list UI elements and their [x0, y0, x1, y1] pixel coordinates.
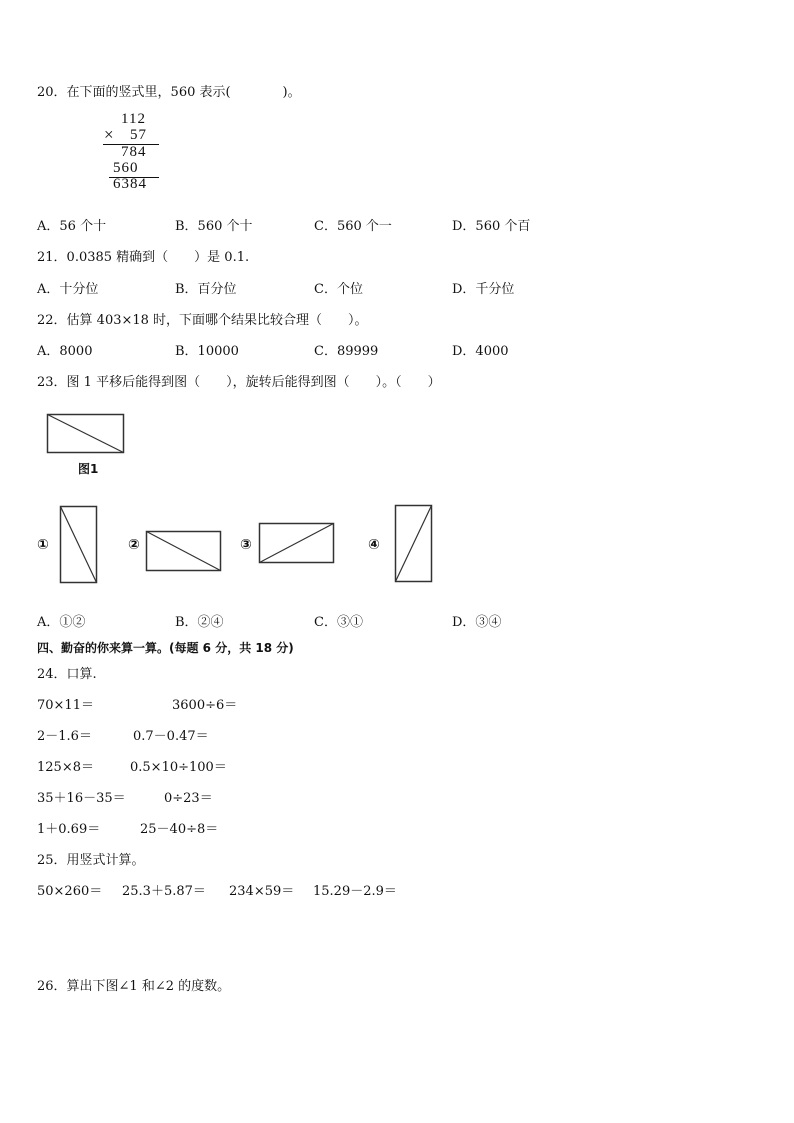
shape-4-label: ④ [368, 537, 380, 553]
final-product: 6384 [113, 176, 147, 192]
figure-1-label: 图1 [78, 462, 99, 476]
q20-option-a[interactable]: A．56 个十 [37, 219, 107, 234]
q23-option-d[interactable]: D．③④ [452, 615, 502, 630]
partial-product-2: 560 [113, 160, 139, 176]
q24-r4-c2: 0÷23＝ [164, 791, 213, 806]
q24-r2-c2: 0.7－0.47＝ [133, 729, 209, 744]
shape-1-rectangle [59, 505, 99, 585]
partial-product-1: 784 [121, 144, 147, 160]
q25-item-3: 234×59＝ [229, 884, 295, 899]
q26-stem: 26．算出下图∠1 和∠2 的度数。 [37, 979, 231, 994]
q21-option-a[interactable]: A．十分位 [37, 282, 99, 297]
q24-r3-c1: 125×8＝ [37, 760, 94, 775]
multiplier: 57 [130, 127, 147, 143]
q24-r2-c1: 2－1.6＝ [37, 729, 92, 744]
q20-option-b[interactable]: B．560 个十 [175, 219, 253, 234]
shape-3-rectangle [258, 522, 336, 565]
q24-r1-c1: 70×11＝ [37, 698, 94, 713]
q20-option-d[interactable]: D．560 个百 [452, 219, 531, 234]
q22-option-b[interactable]: B．10000 [175, 344, 239, 359]
q24-r5-c1: 1＋0.69＝ [37, 822, 101, 837]
section-4-title: 四、勤奋的你来算一算。(每题 6 分，共 18 分) [37, 641, 294, 655]
q21-option-c[interactable]: C．个位 [314, 282, 363, 297]
q23-stem: 23．图 1 平移后能得到图（ ），旋转后能得到图（ ）。（ ） [37, 375, 441, 390]
q25-item-2: 25.3＋5.87＝ [122, 884, 206, 899]
multiplicand: 112 [121, 111, 146, 127]
q20-option-c[interactable]: C．560 个一 [314, 219, 392, 234]
q21-option-d[interactable]: D．千分位 [452, 282, 515, 297]
q23-option-b[interactable]: B．②④ [175, 615, 224, 630]
q24-stem: 24．口算. [37, 667, 97, 682]
figure-1-rectangle [46, 413, 126, 455]
q24-r4-c1: 35＋16－35＝ [37, 791, 126, 806]
q23-option-a[interactable]: A．①② [37, 615, 86, 630]
shape-4-rectangle [394, 504, 434, 584]
times-sign: × [104, 125, 114, 144]
q24-r5-c2: 25－40÷8＝ [140, 822, 219, 837]
q24-r3-c2: 0.5×10÷100＝ [130, 760, 227, 775]
shape-2-rectangle [145, 530, 223, 573]
shape-2-label: ② [128, 537, 140, 553]
shape-1-label: ① [37, 537, 49, 553]
shape-3-label: ③ [240, 537, 252, 553]
q23-option-c[interactable]: C．③① [314, 615, 363, 630]
q22-stem: 22．估算 403×18 时，下面哪个结果比较合理（ ）。 [37, 313, 368, 328]
q21-stem: 21．0.0385 精确到（ ）是 0.1. [37, 250, 250, 265]
q21-option-b[interactable]: B．百分位 [175, 282, 237, 297]
q25-item-1: 50×260＝ [37, 884, 103, 899]
q24-r1-c2: 3600÷6＝ [172, 698, 238, 713]
q25-stem: 25．用竖式计算。 [37, 853, 145, 868]
q22-option-c[interactable]: C．89999 [314, 344, 379, 359]
q25-item-4: 15.29－2.9＝ [313, 884, 397, 899]
q22-option-a[interactable]: A．8000 [37, 344, 93, 359]
q20-stem: 20．在下面的竖式里，560 表示( )。 [37, 85, 301, 100]
q22-option-d[interactable]: D．4000 [452, 344, 509, 359]
